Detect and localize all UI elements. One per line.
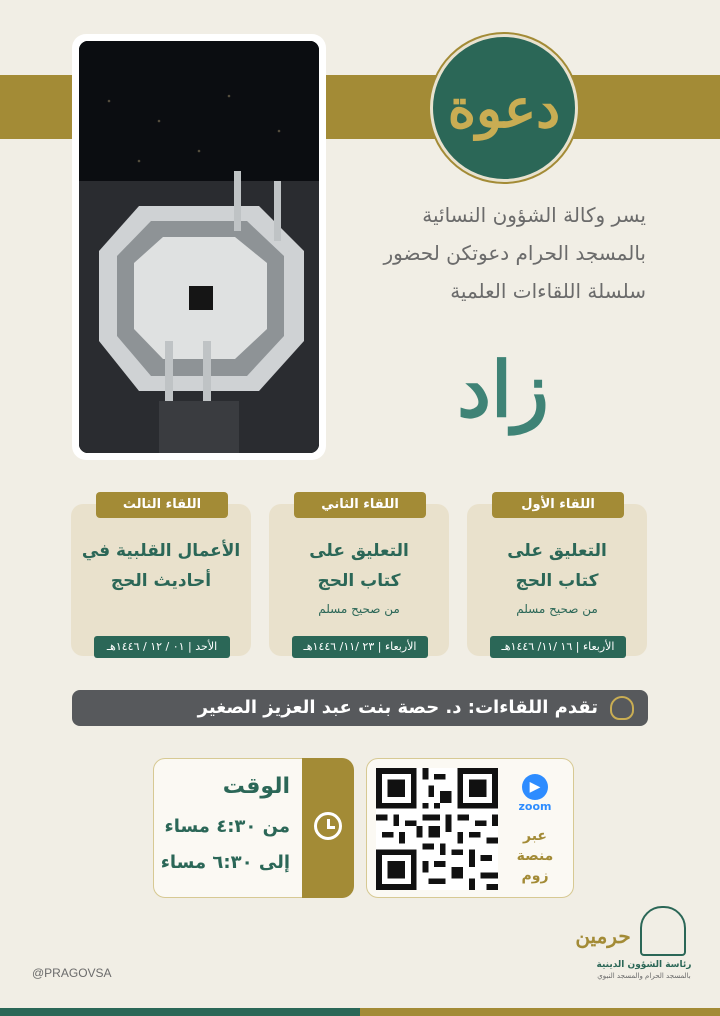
zoom-brand: zoom	[518, 800, 552, 813]
zoom-camera-icon: ▶	[522, 774, 548, 800]
session-3-title-line2: أحاديث الحج	[110, 571, 212, 591]
presenter-bar: تقدم اللقاءات: د. حصة بنت عبد العزيز الصغير	[72, 690, 648, 726]
session-2-date: الأربعاء | ٢٣ /١١/ ١٤٤٦هـ	[292, 636, 428, 658]
session-3-tag: اللقاء الثالث	[96, 492, 228, 518]
time-label: الوقت	[222, 774, 290, 799]
zoom-caption-line3: زوم	[521, 868, 549, 884]
intro-line-1: يسر وكالة الشؤون النسائية	[422, 203, 646, 227]
series-title: زاد	[457, 345, 549, 434]
haram-photo-frame	[72, 34, 326, 460]
session-1-date: الأربعاء | ١٦ /١١/ ١٤٤٦هـ	[490, 636, 626, 658]
session-1-subtitle: من صحيح مسلم	[516, 602, 598, 616]
session-1-title-line2: كتاب الحج	[515, 571, 599, 591]
social-handle: @PRAGOVSA	[32, 966, 112, 980]
logo-line-1: رئاسة الشؤون الدينية	[596, 960, 692, 970]
intro-line-3: سلسلة اللقاءات العلمية	[450, 279, 646, 303]
session-2-title-line2: كتاب الحج	[317, 571, 401, 591]
zoom-caption-line2: منصة	[516, 848, 554, 864]
zoom-caption-line1: عبر	[523, 828, 547, 844]
presenter-woman-icon	[610, 696, 634, 720]
presidency-emblem-icon	[640, 906, 686, 956]
session-3-date: الأحد | ٠١ / ١٢ / ١٤٤٦هـ	[94, 636, 230, 658]
clock-icon	[314, 812, 342, 840]
logo-line-2: بالمسجد الحرام والمسجد النبوي	[597, 972, 691, 980]
haram-night-photo	[79, 41, 319, 453]
intro-line-2: بالمسجد الحرام دعوتكن لحضور	[383, 241, 646, 265]
badge-text: دعوة	[447, 76, 561, 140]
session-1-tag: اللقاء الأول	[492, 492, 624, 518]
zoom-caption	[504, 826, 566, 886]
time-from: من ٤:٣٠ مساء	[164, 816, 290, 837]
session-3-title-line1: الأعمال القلبية في	[81, 541, 241, 561]
session-2-tag: اللقاء الثاني	[294, 492, 426, 518]
intro-text	[296, 196, 646, 310]
session-2-subtitle: من صحيح مسلم	[318, 602, 400, 616]
session-1-title-line1: التعليق على	[507, 541, 607, 561]
bottom-strip	[0, 1008, 720, 1016]
logo-wordmark: حرمين	[575, 924, 631, 948]
session-2-title-line1: التعليق على	[309, 541, 409, 561]
time-to: إلى ٦:٣٠ مساء	[160, 852, 290, 873]
invitation-badge	[430, 34, 578, 182]
zoom-qr-code[interactable]	[376, 768, 498, 890]
